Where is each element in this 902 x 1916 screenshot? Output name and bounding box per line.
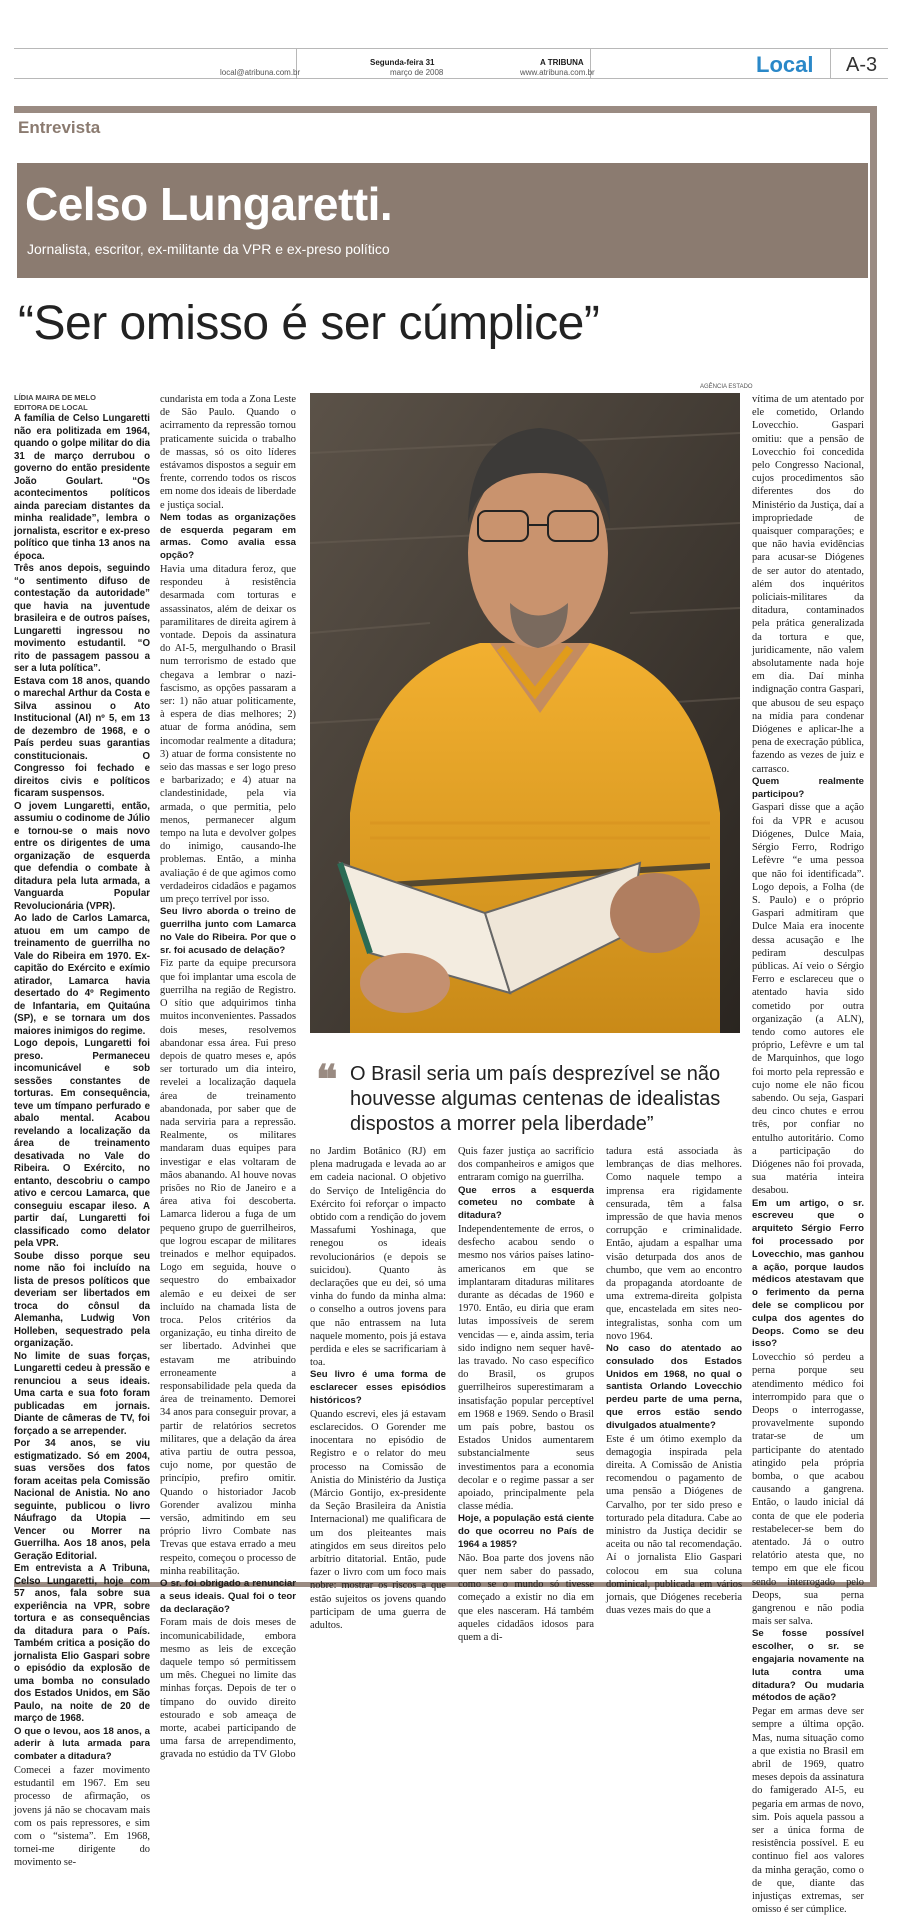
column-6 xyxy=(752,393,864,1916)
article-paragraph: Estava com 18 anos, quando o marechal Arthur da Costa e Silva assinou o Ato Institucional (AI) nº 5, em 13 de dezembro de 1968, e o País perdeu suas garantias constitucionais. O Congresso foi fechado e direitos civis e políticos ficaram suspensos. xyxy=(14,675,150,799)
article-paragraph: Lovecchio só perdeu a perna porque seu atendimento médico foi interrompido para que o Deops o interrogasse, provavelmente supondo tratar-se de um participante do atentado atingido pela própria bomba, o que acabou causando a gangrena. Então, o laudo inicial dá conta de que ele poderia restabelecer-se bem do atentado. Já o outro relatório atesta que, no tempo em que ele ficou sendo interrogado pelo Deops, sua perna gangrenou e não podia mais ser salva. xyxy=(752,1352,864,1628)
frame-border xyxy=(870,106,877,1586)
article-paragraph: Três anos depois, seguindo “o sentimento difuso de contestação da autoridade” que havia na juventude brasileira e de outros países, Lungaretti ingressou no movimento estudantil. “O rito de passagem passou a ser a luta política”. xyxy=(14,563,150,674)
interview-question: Que erros a esquerda cometeu no combate à ditadura? xyxy=(458,1184,594,1222)
page-number: A-3 xyxy=(846,54,878,76)
author-name: LÍDIA MAIRA DE MELO xyxy=(14,393,96,402)
headline: “Ser omisso é ser cúmplice” xyxy=(18,297,600,350)
article-paragraph: Em entrevista a A Tribuna, Celso Lungaretti, hoje com 57 anos, fala sobre sua experiência na VPR, sobre tortura e as consequências da ditadura para o País. Também critica a posição do jornalista Elio Gaspari sobre o episódio da explosão de uma bomba no consulado dos Estados Unidos, em São Paulo, na noite de 20 de março de 1968. xyxy=(14,1563,150,1724)
interviewee-photo xyxy=(310,393,740,1033)
article-paragraph: Havia uma ditadura feroz, que respondeu à resistência desarmada com torturas e assassinatos, além de deixar os paramilitares de direita agirem à vontade. Depois da assinatura do AI-5, mergulhando o Brasil num terrorismo de estado que chegava a lembrar o nazi-fascismo, as opções passaram a ser: 1) não atuar politicamente, à espera de dias melhores; 2) atuar de forma anódina, sem incomodar realmente a ditadura; 3) atuar de forma consistente no seio das massas e ser logo preso e barbarizado; e 4) atuar na clandestinidade, pela via armada, o que permitia, pelo menos, permanecer algum tempo na luta e devolver golpes do inimigo, causando-lhe problemas. Então, a minha avaliação é de que agimos como verdadeiros cidadãos e pagamos um preço terrível por isso. xyxy=(160,564,296,906)
frame-border xyxy=(14,106,874,113)
article-paragraph: Pegar em armas deve ser sempre a última opção. Mas, numa situação como a que existia no Brasil em abril de 1969, quatro meses depois da assinatura do famigerado AI-5, eu pegaria em armas de novo, sim. Pois aquela passou a ser a única forma de resistência possível. E eu continuo fiel aos valores da minha geração, como o de que, diante das injustiças extremas, ser omisso é ser cúmplice. xyxy=(752,1706,864,1916)
article-paragraph: Ao lado de Carlos Lamarca, atuou em um campo de treinamento de guerrilha no Vale do Ribeira em 1970. Ex-capitão do Exército e exímio atirador, Lamarca havia desertado do 4º Regimento de Infantaria, em Quitaúna (SP), e se tornara um dos maiores inimigos do regime. xyxy=(14,913,150,1037)
article-paragraph: A família de Celso Lungaretti não era politizada em 1964, quando o golpe militar do dia 31 de março derrubou o governo do então presidente João Goulart. “Os acontecimentos políticos ainda pareciam distantes da minha realidade”, lembra o jornalista, escritor e ex-preso político que tinha 13 anos na época. xyxy=(14,413,150,562)
portrait-image xyxy=(310,393,740,1033)
article-paragraph: tadura está associada às lembranças de dias melhores. Como naquele tempo a imprensa era rigidamente censurada, têm a falsa impressão de que havia menos corrupção e criminalidade. Então, ajudam a espalhar uma visão deturpada dos anos de chumbo, que vem ao encontro da propaganda atordoante de uma extrema-direita golpista que, encastelada em sites neo-integralistas, sonha com um novo 1964. xyxy=(606,1146,742,1342)
header-month: março de 2008 xyxy=(390,68,444,77)
article-paragraph: O jovem Lungaretti, então, assumiu o codinome de Júlio e tornou-se o mais novo entre os dirigentes de uma organização de esquerda que defendia o combate à ditadura pela luta armada, a Vanguarda Popular Revolucionária (VPR). xyxy=(14,800,150,912)
article-paragraph: Gaspari disse que a ação foi da VPR e acusou Diógenes, Dulce Maia, Sérgio Ferro, Rodrigo Lefèvre “e uma pessoa que não foi identificada”. Logo depois, a Folha (de S. Paulo) e o próprio Gaspari admitiram que Dulce Maia era inocente dessa acusação e lhe pediram desculpas públicas. Aí veio o Sérgio Ferro e esclareceu que o atentado havia sido cometido por outra organização (a ALN), tendo como autores ele próprio, Lefèvre e um tal de Marquinhos, que logo foi morto pela repressão e cujo nome ele não ficou sabendo. Ou seja, Gaspari deu cinco chutes e errou três, por confiar no entulho autoritário. Como a participação do Diógenes não foi provada, sua matéria inteira desabou. xyxy=(752,802,864,1197)
article-paragraph: Por 34 anos, se viu estigmatizado. Só em 2004, suas versões dos fatos foram aceitas pela Comissão Nacional de Anistia. No ano seguinte, publicou o livro Náufrago da Utopia — Vencer ou Morrer na Guerrilha. Aos 18 anos, pela Geração Editorial. xyxy=(14,1438,150,1562)
header-date: Segunda-feira 31 xyxy=(370,58,435,67)
column-5 xyxy=(606,1145,742,1617)
header-rule xyxy=(14,48,888,49)
article-paragraph: Independentemente de erros, o desfecho acabou sendo o mesmo nos vários países latino-americanos em que se implantaram ditaduras militares durante as décadas de 1960 e 1970. Então, eu diria que eram lutas impossíveis de serem vencidas — e, ainda assim, teria sido indigno nem sequer havê-las travado. No caso específico do Brasil, os grupos guerrilheiros superestimaram a insatisfação popular perceptível em 1968 e 1969. Sendo o Brasil um país pobre, bastou os Estados Unidos aumentarem substancialmente seus investimentos para a economia decolar e o regime passar a ser apoiado, principalmente pela classe média. xyxy=(458,1224,594,1513)
interviewee-subtitle: Jornalista, escritor, ex-militante da VPR e ex-preso político xyxy=(27,241,390,257)
pull-quote-text: O Brasil seria um país desprezível se não houvesse algumas centenas de idealistas dispostos a morrer pela liberdade” xyxy=(350,1063,721,1135)
header-divider xyxy=(830,48,831,78)
column-3 xyxy=(310,1145,446,1632)
article-paragraph: Este é um ótimo exemplo da demagogia inspirada pela direita. A Comissão de Anistia recomendou o pagamento de uma pensão a Diógenes de Carvalho, por ter sido preso e torturado pela ditadura. Cabe ao ministro da Justiça decidir se aceita ou não tal recomendação. Aí o jornalista Elio Gaspari colocou em sua coluna dominical, publicada em vários jornais, que Diógenes receberia duas vezes mais do que a xyxy=(606,1433,742,1617)
newspaper-name: A TRIBUNA xyxy=(540,58,584,67)
article-paragraph: vítima de um atentado por ele cometido, Orlando Lovecchio. Gaspari omitiu: que a pensão de Lovecchio foi concedida pelo Congresso Nacional, cujos procedimentos são diferentes dos do Ministério da Justiça, daí a impropriedade de quaisquer comparações; e que não havia evidências para acusar-se Diógenes de ser autor do atentado, além dos inquéritos policiais-militares da ditadura, contaminados pela prática generalizada da tortura e que, juridicamente, não valem absolutamente nada hoje em dia. Daí minha indignação contra Gaspari, que abusou de seu espaço na mídia para condenar Diógenes e aplicar-lhe a pena de execração pública, fazendo as vezes de juiz e carrasco. xyxy=(752,394,864,775)
title-banner xyxy=(17,163,868,278)
article-paragraph: Soube disso porque seu nome não foi incluído na lista de presos políticos que deveriam ser libertados em troca do cônsul da Alemanha, Ludwig Von Holleben, sequestrado pela organização. xyxy=(14,1250,150,1349)
quote-mark-icon: ❝ xyxy=(316,1057,338,1102)
interview-question: No caso do atentado ao consulado dos Estados Unidos em 1968, no qual o santista Orlando Lovecchio perdeu parte de uma perna, que erros estão sendo divulgados atualmente? xyxy=(606,1343,742,1431)
interview-question: Nem todas as organizações de esquerda pegaram em armas. Como avalia essa opção? xyxy=(160,511,296,562)
interview-question: Em um artigo, o sr. escreveu que o arquiteto Sérgio Ferro foi processado por Lovecchio, mas ganhou a ação, porque laudos médicos atestavam que o ferimento da perna dele se complicou por culpa dos agentes do Deops. Como se deu isso? xyxy=(752,1197,864,1350)
author-role: EDITORA DE LOCAL xyxy=(14,403,88,412)
photo-credit: AGÊNCIA ESTADO xyxy=(700,384,753,390)
column-4 xyxy=(458,1145,594,1644)
article-paragraph: Quis fazer justiça ao sacrifício dos companheiros e amigos que entraram comigo na guerrilha. xyxy=(458,1146,594,1184)
article-paragraph: No limite de suas forças, Lungaretti cedeu à pressão e renunciou a seus ideais. Uma carta e sua foto foram publicadas em jornais. Diante de câmeras de TV, foi forçado a se arrepender. xyxy=(14,1350,150,1437)
interview-question: Seu livro aborda o treino de guerrilha junto com Lamarca no Vale do Ribeira. Por que o sr. foi acusado de delação? xyxy=(160,906,296,956)
article-paragraph: no Jardim Botânico (RJ) em plena madrugada e levada ao ar em cadeia nacional. O objetivo do Serviço de Inteligência do Exército foi reforçar o impacto obtido com a rendição do jovem Massafumi Yoshinaga, que renegou os ideais revolucionários (e depois se suicidou). Quanto às declarações que eu dei, só uma vinha do fundo da minha alma: o conselho a outros jovens para que não entrassem na luta naquele momento, pois já estava perdida e eles se sacrificariam à toa. xyxy=(310,1146,446,1369)
interview-question: Seu livro é uma forma de esclarecer esses episódios históricos? xyxy=(310,1369,446,1407)
section-name: Local xyxy=(756,52,814,77)
article-paragraph: Comecei a fazer movimento estudantil em 1967. Em seu processo de afirmação, os jovens já não se chocavam mais com os pais repressores, e sim com o “sistema”. Em 1968, tornei-me dirigente do movimento se- xyxy=(14,1764,150,1869)
interviewee-name: Celso Lungaretti. xyxy=(25,178,393,230)
column-2 xyxy=(160,393,296,1761)
column-1 xyxy=(14,393,150,1869)
interview-question: O que o levou, aos 18 anos, a aderir à luta armada para combater a ditadura? xyxy=(14,1725,150,1763)
article-paragraph: Foram mais de dois meses de incomunicabilidade, embora mesmo as leis de exceção daquele tempo só permitissem um mês. Cheguei no limite das minhas forças. Depois de ter o tímpano do ouvido direito estourado e sob ameaça de morte, acabei participando de uma farsa de arrependimento, gravada no estúdio da TV Globo xyxy=(160,1617,296,1761)
pull-quote xyxy=(310,1057,740,1137)
page-header xyxy=(0,0,902,110)
interview-question: Quem realmente participou? xyxy=(752,775,864,800)
article-paragraph: Não. Boa parte dos jovens não quer nem saber do passado, como se o mundo só tivesse começado a existir no dia em que eles nasceram. Há também aqueles cidadãos idosos para quem a di- xyxy=(458,1552,594,1644)
header-rule xyxy=(14,78,888,79)
header-email: local@atribuna.com.br xyxy=(220,68,301,77)
article-paragraph: cundarista em toda a Zona Leste de São Paulo. Quando o acirramento da repressão tornou praticamente suicida o trabalho de massas, só os oito líderes estávamos dispostos a seguir em frente, correndo todos os riscos em nome dos ideais de liberdade e justiça social. xyxy=(160,394,296,511)
article-kicker: Entrevista xyxy=(18,118,101,137)
interview-question: O sr. foi obrigado a renunciar a seus ideais. Qual foi o teor da declaração? xyxy=(160,1578,296,1615)
article-paragraph: Logo depois, Lungaretti foi preso. Permaneceu incomunicável e sob sessões constantes de torturas. Em consequência, teve um tímpano perfurado e abalo mental. Acabou revelando a localização da área de treinamento desativada no Vale do Ribeira. O Exército, no entanto, descobriu o campo ativo e cercou Lamarca, que conseguiu escapar ileso. A partir daí, Lungaretti foi classificado como delator pela VPR. xyxy=(14,1038,150,1249)
interview-question: Hoje, a população está ciente do que ocorreu no País de 1964 a 1985? xyxy=(458,1513,594,1551)
article-paragraph: Quando escrevi, eles já estavam esclarecidos. O Gorender me inocentara no episódio de Registro e o relator do meu processo na Comissão de Anistia do Ministério da Justiça (Márcio Gontijo, ex-presidente da Seção Brasileira da Anistia Internacional) me qualificara de um dos pleiteantes mais atingidos em seus direitos pelo arbítrio ditatorial. Então, pude fazer o livro com um foco mais nobre: mostrar os riscos a que estão sujeitos os jovens quando participam de uma guerra de adultos. xyxy=(310,1408,446,1632)
interview-question: Se fosse possível escolher, o sr. se engajaria novamente na luta contra uma ditadura? Ou mudaria métodos de ação? xyxy=(752,1628,864,1704)
article-paragraph: Fiz parte da equipe precursora que foi implantar uma escola de guerrilha na região de Registro. O sítio que adquirimos tinha muitos inconvenientes. Passados dois meses, resolvemos abandonar essa área. Fui preso depois de quatro meses e, após ser torturado um dia inteiro, revelei a localização daquela área de treinamento abandonada, por saber que de nada serviria para a repressão. Realmente, os militares mandaram duas equipes para investigar e elas voltaram de mãos abanando. Al houve novas prisões no Rio de Janeiro e a área ativa foi descoberta. Lamarca liderou a fuga de um pequeno grupo de guerrilheiros, que logrou escapar de militares treinados e melhor equipados. Logo em seguida, houve o sequestro do embaixador alemão e eu deixei de ser incluído na chamada lista de troca. Pelos critérios da organização, eu tinha direito de ser libertado. Advinhei que estavam me atribuindo erroneamente a responsabilidade pela queda da área de treinamento. Demorei 34 anos para conseguir provar, a partir de relatórios secretos militares, que a delação da área ativa partiu de outra pessoa, cujo nome, por questão de princípio, prefiro omitir. Quando o historiador Jacob Gorender avalizou minha versão, admitindo em seu próprio livro Combate nas Trevas que estava errado a meu respeito, começou o processo de minha reabilitação. xyxy=(160,958,296,1577)
header-site: www.atribuna.com.br xyxy=(520,68,595,77)
